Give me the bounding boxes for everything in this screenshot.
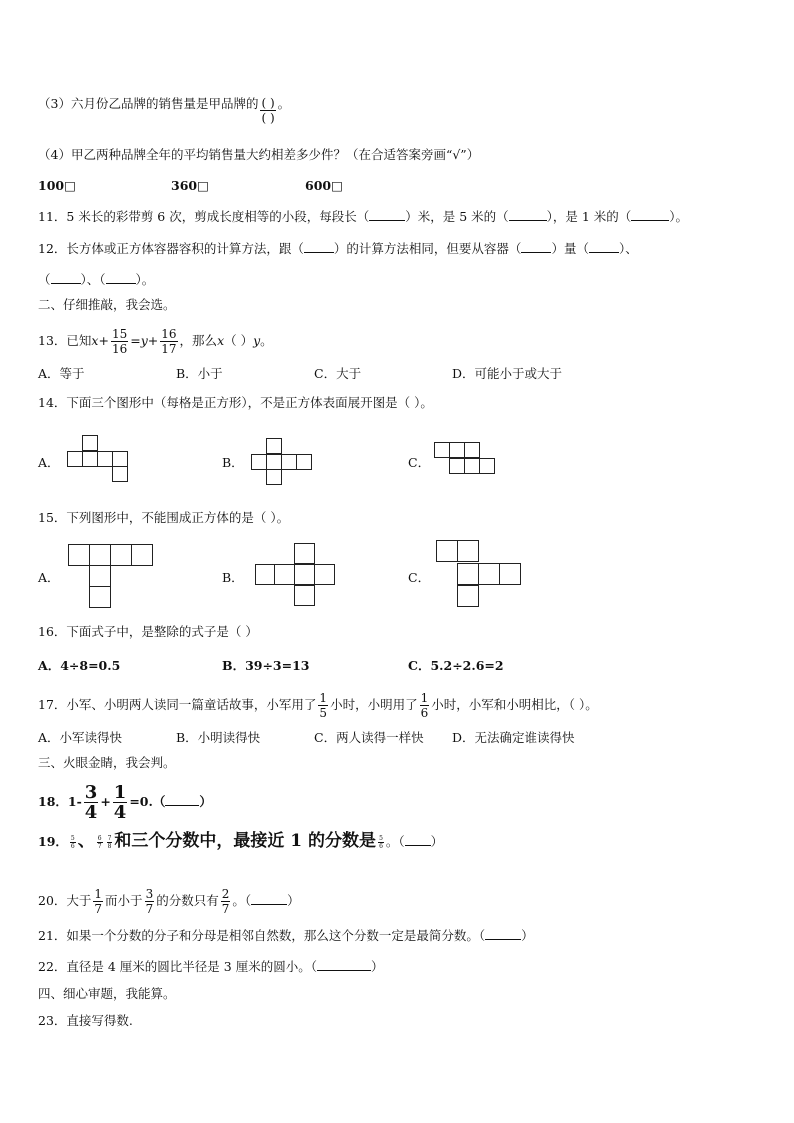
q14-label-b[interactable]: B． xyxy=(222,455,244,470)
q13-plus-2: + xyxy=(147,333,159,348)
square xyxy=(296,454,312,470)
q19-frac-3 xyxy=(107,835,113,850)
q19-frac-1-num: 5 xyxy=(70,835,75,842)
q19-frac-2-den: 7 xyxy=(97,843,102,850)
q20-frac-3-den: 7 xyxy=(221,902,230,916)
q22-text-a: 22．直径是 4 厘米的圆比半径是 3 厘米的圆小。（ xyxy=(38,959,317,974)
q21-line xyxy=(38,927,534,944)
square xyxy=(89,565,111,587)
q18-frac-1 xyxy=(84,783,99,822)
q20-text-d: 。（ xyxy=(232,893,252,908)
q20-frac-1-num: 1 xyxy=(94,887,103,901)
q14-question: 14．下面三个图形中（每格是正方形），不是正方体表面展开图是（ ）。 xyxy=(38,395,433,410)
q16-option-b[interactable]: B．39÷3=13 xyxy=(222,658,310,673)
q3-line xyxy=(38,96,290,125)
q20-frac-2 xyxy=(145,887,155,916)
q17-option-a[interactable]: A．小军读得快 xyxy=(38,730,123,745)
q16-option-c[interactable]: C．5.2÷2.6=2 xyxy=(408,658,504,673)
square xyxy=(436,540,458,562)
q18-frac-1-den: 4 xyxy=(84,802,98,823)
q20-text-e: ） xyxy=(287,893,300,908)
q18-line xyxy=(38,783,212,822)
square xyxy=(255,564,276,585)
q12-text-b: ）的计算方法相同，但要从容器（ xyxy=(333,241,522,256)
q18-text-a: 18．1- xyxy=(38,794,82,809)
q23-line: 23．直接写得数. xyxy=(38,1013,133,1028)
q3-numerator: ( ) xyxy=(261,96,275,110)
q13-text-b: ，那么 xyxy=(179,333,218,348)
q20-frac-1-den: 7 xyxy=(94,902,103,916)
section-2-heading: 二、仔细推敲，我会选。 xyxy=(38,297,176,312)
q17-line xyxy=(38,691,598,720)
q11-text-b: ）米，是 5 米的（ xyxy=(405,209,509,224)
q13-frac-2-num: 16 xyxy=(161,327,177,341)
q17-frac-1 xyxy=(318,691,328,720)
q12-text-d: ）、 xyxy=(618,241,638,256)
q11-text-c: ），是 1 米的（ xyxy=(546,209,632,224)
q20-text-a: 20．大于 xyxy=(38,893,92,908)
square xyxy=(97,451,113,467)
q19-frac-2 xyxy=(97,835,103,850)
q13-option-d[interactable]: D．可能小于或大于 xyxy=(452,366,563,381)
q12-blank-2[interactable] xyxy=(521,240,551,253)
q19-text-d: 。（ xyxy=(385,834,405,849)
square xyxy=(499,563,521,585)
square xyxy=(294,543,315,564)
square xyxy=(294,564,315,585)
q3-end: 。 xyxy=(277,96,291,111)
q17-frac-2-num: 1 xyxy=(420,691,429,705)
square xyxy=(464,442,480,458)
section-3-heading: 三、火眼金睛，我会判。 xyxy=(38,755,176,770)
q13-frac-1-den: 16 xyxy=(111,342,128,356)
q21-text-b: ） xyxy=(521,928,534,943)
q13-var-y2: y xyxy=(253,333,261,348)
q13-frac-2-den: 17 xyxy=(161,342,177,356)
q19-frac-3-den: 8 xyxy=(107,843,112,850)
q12-line1 xyxy=(38,240,638,257)
q4-option-360[interactable]: 360□ xyxy=(171,178,209,193)
q15-label-c[interactable]: C． xyxy=(408,570,431,585)
q11-blank-1[interactable] xyxy=(369,208,405,221)
q15-label-a[interactable]: A． xyxy=(38,570,60,585)
square xyxy=(434,442,450,458)
q19-frac-4-num: 5 xyxy=(379,835,383,842)
q18-frac-2-num: 1 xyxy=(113,782,127,803)
q19-frac-3-num: 7 xyxy=(107,835,112,842)
square xyxy=(89,586,111,608)
q13-var-y: y xyxy=(140,333,148,348)
square xyxy=(266,438,282,454)
square xyxy=(449,442,465,458)
q19-line xyxy=(38,833,443,850)
square xyxy=(112,451,128,467)
q19-frac-1 xyxy=(70,835,76,850)
q14-label-a[interactable]: A． xyxy=(38,455,60,470)
q13-plus: + xyxy=(98,333,109,348)
q17-option-b[interactable]: B．小明读得快 xyxy=(176,730,261,745)
q4-text: （4）甲乙两种品牌全年的平均销售量大约相差多少件？（在合适答案旁画“√”） xyxy=(38,147,480,162)
q13-eq: = xyxy=(130,333,141,348)
q14-label-c[interactable]: C． xyxy=(408,455,431,470)
q13-var-x2: x xyxy=(217,333,225,348)
square xyxy=(457,585,479,607)
q18-frac-2-den: 4 xyxy=(113,802,127,823)
q21-blank[interactable] xyxy=(485,927,521,940)
q20-frac-2-den: 7 xyxy=(145,902,154,916)
q18-frac-2 xyxy=(113,783,128,822)
q16-question: 16．下面式子中，是整除的式子是（ ） xyxy=(38,624,258,639)
square xyxy=(457,563,479,585)
q17-option-d[interactable]: D．无法确定谁读得快 xyxy=(452,730,575,745)
square xyxy=(478,563,500,585)
square xyxy=(294,585,315,606)
q12-text-f: ）、（ xyxy=(80,272,106,287)
q17-frac-2 xyxy=(420,691,430,720)
q17-frac-1-num: 1 xyxy=(319,691,328,705)
q12-blank-1[interactable] xyxy=(304,240,334,253)
q19-frac-2-num: 6 xyxy=(97,835,102,842)
q13-option-c[interactable]: C．大于 xyxy=(314,366,362,381)
q3-text: （3）六月份乙品牌的销售量是甲品牌的 xyxy=(38,96,259,111)
q19-text-c: 三个分数中，最接近 1 的分数是 xyxy=(131,831,377,851)
q17-frac-1-den: 5 xyxy=(319,706,328,720)
q22-blank[interactable] xyxy=(317,958,371,971)
q13-frac-1 xyxy=(111,327,128,356)
q19-sep: 、 xyxy=(77,831,95,851)
q19-blank[interactable] xyxy=(405,833,431,846)
q12-text-e: （ xyxy=(38,272,51,287)
q18-plus: + xyxy=(100,794,111,809)
q12-blank-4[interactable] xyxy=(51,271,81,284)
square xyxy=(112,466,128,482)
q17-frac-2-den: 6 xyxy=(420,706,429,720)
q19-frac-4-den: 6 xyxy=(379,843,383,850)
q17-text-b: 小时，小明用了 xyxy=(330,697,418,712)
q15-label-b[interactable]: B． xyxy=(222,570,244,585)
square xyxy=(82,451,98,467)
q15-question: 15．下列图形中，不能围成正方体的是（ ）。 xyxy=(38,510,290,525)
square xyxy=(266,469,282,485)
q12-line2 xyxy=(38,271,154,288)
q19-text-e: ） xyxy=(430,834,444,849)
q13-end: 。 xyxy=(260,333,273,348)
q17-option-c[interactable]: C．两人读得一样快 xyxy=(314,730,424,745)
square xyxy=(251,454,267,470)
q13-answer-paren[interactable]: （ ） xyxy=(224,333,254,348)
q13-text-a: 13．已知 xyxy=(38,333,92,348)
q20-frac-1 xyxy=(93,887,103,916)
square xyxy=(89,544,111,566)
square xyxy=(449,458,465,474)
q20-frac-3-num: 2 xyxy=(221,887,230,901)
q20-frac-3 xyxy=(221,887,231,916)
q13-frac-1-num: 15 xyxy=(111,327,128,341)
square xyxy=(68,544,90,566)
q11-text-d: ）。 xyxy=(669,209,689,224)
q13-option-a[interactable]: A．等于 xyxy=(38,366,85,381)
q4-option-600[interactable]: 600□ xyxy=(305,178,343,193)
q3-denominator: ( ) xyxy=(261,111,275,125)
q18-text-c: ） xyxy=(199,794,212,809)
square xyxy=(82,435,98,451)
q20-text-b: 而小于 xyxy=(105,893,143,908)
q19-frac-4 xyxy=(378,835,384,850)
q12-text-c: ）量（ xyxy=(551,241,589,256)
q13-line xyxy=(38,327,273,356)
q17-text-a: 17．小军、小明两人读同一篇童话故事，小军用了 xyxy=(38,697,317,712)
q20-frac-2-num: 3 xyxy=(145,887,154,901)
q13-frac-2 xyxy=(160,327,177,356)
q20-blank[interactable] xyxy=(251,892,287,905)
q4-line xyxy=(38,147,479,163)
q19-text-a: 19． xyxy=(38,834,68,849)
q20-text-c: 的分数只有 xyxy=(156,893,219,908)
square xyxy=(274,564,295,585)
q12-text-a: 12．长方体或正方体容器容积的计算方法，跟（ xyxy=(38,241,304,256)
q12-text-g: ）。 xyxy=(135,272,155,287)
section-4-heading: 四、细心审题，我能算。 xyxy=(38,986,176,1001)
q11-line xyxy=(38,208,688,225)
q11-blank-3[interactable] xyxy=(631,208,669,221)
square xyxy=(131,544,153,566)
q11-text-a: 11．5 米长的彩带剪 6 次，剪成长度相等的小段，每段长（ xyxy=(38,209,370,224)
q19-text-b: 和 xyxy=(114,831,132,851)
square xyxy=(110,544,132,566)
q17-text-c: 小时，小军和小明相比，（ ）。 xyxy=(431,697,598,712)
q18-text-b: =0.（ xyxy=(129,794,166,809)
square xyxy=(281,454,297,470)
q13-option-b[interactable]: B．小于 xyxy=(176,366,223,381)
q16-option-a[interactable]: A．4÷8=0.5 xyxy=(38,658,121,673)
q18-blank[interactable] xyxy=(165,793,199,806)
q22-line xyxy=(38,958,383,975)
square xyxy=(67,451,83,467)
q12-blank-3[interactable] xyxy=(589,240,619,253)
q19-frac-1-den: 6 xyxy=(70,843,75,850)
q13-var-x: x xyxy=(91,333,99,348)
q18-frac-1-num: 3 xyxy=(84,782,98,803)
q21-text-a: 21．如果一个分数的分子和分母是相邻自然数，那么这个分数一定是最简分数。（ xyxy=(38,928,486,943)
square xyxy=(457,540,479,562)
square xyxy=(266,454,282,470)
q3-fraction-blank xyxy=(260,96,275,125)
square xyxy=(479,458,495,474)
square xyxy=(314,564,335,585)
q4-option-100[interactable]: 100□ xyxy=(38,178,76,193)
q11-blank-2[interactable] xyxy=(509,208,547,221)
q22-text-b: ） xyxy=(370,959,384,974)
square xyxy=(464,458,480,474)
q12-blank-5[interactable] xyxy=(106,271,136,284)
q20-line xyxy=(38,887,300,916)
